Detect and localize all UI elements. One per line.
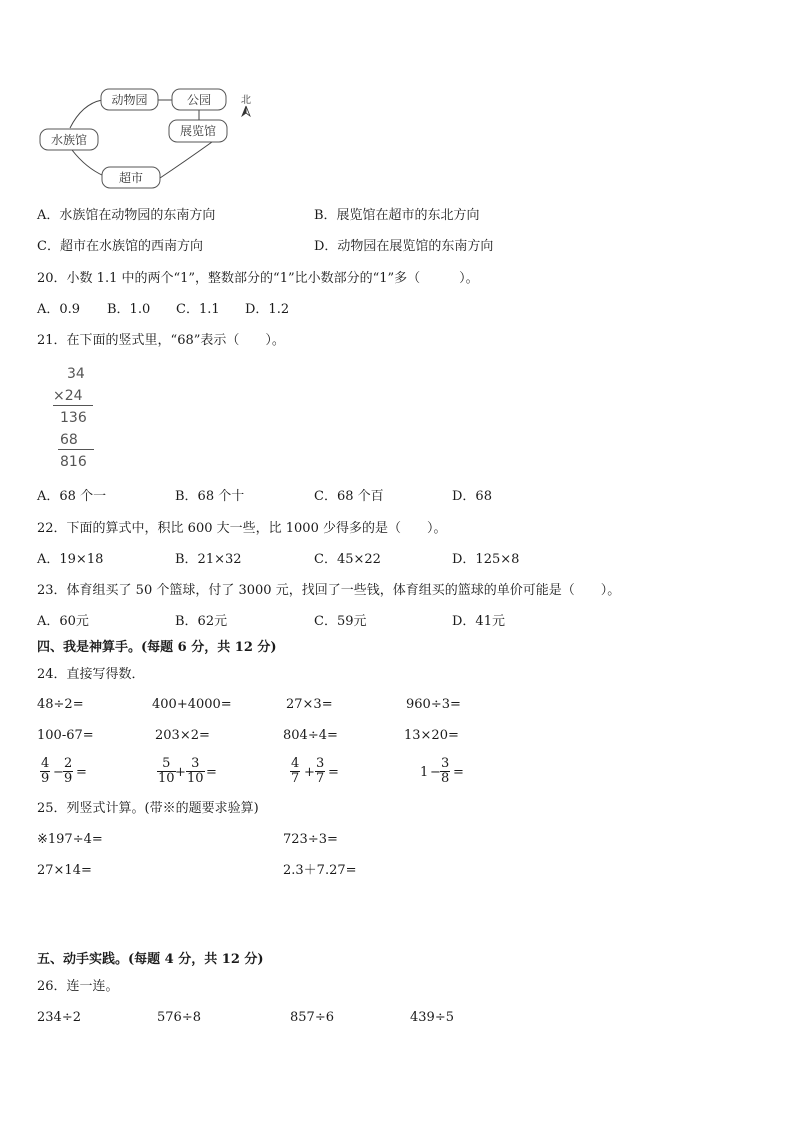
q24-r1-item-1: 48÷2= [37, 697, 84, 712]
numerator: 3 [186, 757, 205, 772]
fraction-4b [440, 757, 450, 786]
q20-option-a: A．0.9 [37, 302, 81, 317]
q24-r2-item-3: 804÷4= [283, 728, 338, 743]
q23-option-b: B．62元 [175, 614, 228, 629]
map-label-supermarket: 超市 [118, 171, 144, 185]
numerator: 3 [441, 756, 450, 771]
map-box-exhibition [169, 120, 227, 142]
denominator: 9 [64, 771, 73, 786]
operator: + [304, 765, 315, 780]
north-arrow-icon [241, 94, 251, 116]
q24-stem: 24．直接写得数． [37, 667, 145, 682]
equals: = [453, 765, 464, 780]
q19-option-b: B．展览馆在超市的东北方向 [314, 208, 480, 223]
q23-option-d: D．41元 [452, 614, 505, 629]
q24-r1-item-2: 400+4000= [152, 697, 232, 712]
q20-option-b: B．1.0 [107, 302, 151, 317]
denominator: 7 [316, 771, 325, 786]
equals: = [76, 765, 87, 780]
q25-item-1: ※197÷4= [37, 832, 103, 847]
denominator: 10 [158, 771, 175, 786]
section-5-title: 五、动手实践。(每题 4 分，共 12 分) [37, 952, 264, 967]
q22-stem: 22．下面的算式中，积比 600 大一些，比 1000 少得多的是（ ）。 [37, 521, 447, 536]
denominator: 10 [187, 771, 204, 786]
map-box-aquarium [40, 129, 98, 150]
numerator: 3 [316, 756, 325, 771]
q24-r2-item-1: 100-67= [37, 728, 94, 743]
q22-option-b: B．21×32 [175, 552, 242, 567]
q19-option-d: D．动物园在展览馆的东南方向 [314, 239, 494, 254]
whole-number: 1 [420, 765, 429, 780]
q21-option-b: B．68 个十 [175, 489, 245, 504]
vertical-line-2: ×24 [53, 388, 83, 404]
map-diagram [0, 0, 794, 200]
map-label-park: 公园 [186, 93, 212, 107]
equals: = [206, 765, 217, 780]
operator: + [175, 765, 186, 780]
q24-r2-item-4: 13×20= [404, 728, 459, 743]
q24-r1-item-3: 27×3= [286, 697, 333, 712]
map-label-exhibition: 展览馆 [179, 124, 217, 138]
numerator: 2 [64, 756, 73, 771]
map-box-supermarket [102, 167, 160, 188]
fraction-2a [157, 757, 176, 786]
q25-item-3: 27×14= [37, 863, 92, 878]
denominator: 8 [441, 771, 450, 786]
q23-option-a: A．60元 [37, 614, 89, 629]
q23-option-c: C．59元 [314, 614, 367, 629]
fraction-3b [315, 757, 325, 786]
map-label-zoo: 动物园 [111, 93, 148, 107]
q24-r2-item-2: 203×2= [155, 728, 210, 743]
fraction-2b [186, 757, 205, 786]
denominator: 9 [41, 771, 50, 786]
vertical-rule-1 [53, 405, 93, 406]
map-box-zoo [101, 89, 158, 110]
numerator: 4 [291, 756, 300, 771]
q26-item-4: 439÷5 [410, 1010, 454, 1025]
q26-item-2: 576÷8 [157, 1010, 201, 1025]
q25-item-2: 723÷3= [283, 832, 338, 847]
q20-option-c: C．1.1 [176, 302, 220, 317]
q24-r1-item-4: 960÷3= [406, 697, 461, 712]
vertical-line-5: 816 [60, 454, 87, 470]
numerator: 4 [41, 756, 50, 771]
denominator: 7 [291, 771, 300, 786]
operator: − [53, 765, 64, 780]
q22-option-c: C．45×22 [314, 552, 381, 567]
vertical-line-1: 34 [67, 366, 85, 382]
q26-item-3: 857÷6 [290, 1010, 334, 1025]
numerator: 5 [157, 757, 176, 772]
q20-stem: 20．小数 1.1 中的两个“1”，整数部分的“1”比小数部分的“1”多（ ）。 [37, 271, 479, 286]
q21-option-c: C．68 个百 [314, 489, 384, 504]
operator: − [430, 765, 441, 780]
q25-item-4: 2.3＋7.27= [283, 863, 357, 878]
fraction-1a [40, 757, 50, 786]
q23-stem: 23．体育组买了 50 个篮球，付了 3000 元，找回了一些钱，体育组买的篮球的单价可能是（ ）。 [37, 583, 621, 598]
q22-option-a: A．19×18 [37, 552, 104, 567]
section-4-title: 四、我是神算手。(每题 6 分，共 12 分) [37, 640, 277, 655]
q19-option-a: A．水族馆在动物园的东南方向 [37, 208, 216, 223]
vertical-line-4: 68 [60, 432, 78, 448]
q19-option-c: C．超市在水族馆的西南方向 [37, 239, 203, 254]
fraction-3a [290, 757, 300, 786]
q20-option-d: D．1.2 [245, 302, 290, 317]
fraction-1b [63, 757, 73, 786]
vertical-rule-2 [58, 449, 94, 450]
map-box-park [172, 89, 226, 110]
vertical-line-3: 136 [60, 410, 87, 426]
q21-option-a: A．68 个一 [37, 489, 107, 504]
map-label-aquarium: 水族馆 [50, 133, 88, 147]
q25-stem: 25．列竖式计算。(带※的题要求验算) [37, 801, 259, 816]
q26-item-1: 234÷2 [37, 1010, 81, 1025]
q21-option-d: D．68 [452, 489, 492, 504]
equals: = [328, 765, 339, 780]
q22-option-d: D．125×8 [452, 552, 520, 567]
q26-stem: 26．连一连。 [37, 979, 119, 994]
north-label: 北 [241, 95, 251, 106]
q21-stem: 21．在下面的竖式里，“68”表示（ ）。 [37, 333, 285, 348]
